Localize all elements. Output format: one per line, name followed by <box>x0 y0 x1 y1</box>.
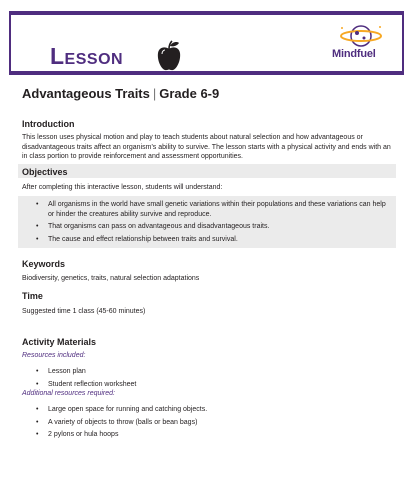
resources-included-label: Resources included: <box>22 352 86 359</box>
objectives-heading: Objectives <box>22 167 68 177</box>
introduction-text: This lesson uses physical motion and play to teach students about natural selection and how advantageous or disadvantageous traits affect an organism's ability to survive. The lesson starts with a physical activity and ends with an in class portion to provide reinforcement and assessment opportunities. <box>22 134 391 160</box>
materials-heading: Activity Materials <box>22 337 97 347</box>
keywords-text: Biodiversity, genetics, traits, natural selection adaptations <box>22 275 200 282</box>
grade-label: Grade 6-9 <box>159 86 220 101</box>
introduction-heading: Introduction <box>22 119 75 129</box>
time-heading: Time <box>22 291 43 301</box>
lesson-heading: Lesson <box>50 43 124 69</box>
time-text: Suggested time 1 class (45-60 minutes) <box>22 308 146 315</box>
mindfuel-logo-text: Mindfuel <box>332 48 376 60</box>
list-item: • A variety of objects to throw (balls or bean bags) <box>36 418 386 428</box>
keywords-heading: Keywords <box>22 259 66 269</box>
list-item: • That organisms can pass on advantageous and disadvantageous traits. <box>36 222 386 232</box>
objectives-heading-band <box>18 164 396 178</box>
list-item: • Student reflection worksheet <box>36 380 386 390</box>
additional-resources-list <box>36 405 386 443</box>
additional-resources-label: Additional resources required: <box>22 390 115 397</box>
objectives-lead: After completing this interactive lesson, students will understand: <box>22 184 223 191</box>
apple-icon <box>155 40 183 72</box>
list-item: • Lesson plan <box>36 367 386 377</box>
list-item: • Large open space for running and catching objects. <box>36 405 386 415</box>
page-title <box>22 86 219 101</box>
list-item: • 2 pylons or hula hoops <box>36 430 386 440</box>
list-item: • The cause and effect relationship between traits and survival. <box>36 235 386 245</box>
title-separator: | <box>152 86 157 101</box>
resources-included-list <box>36 367 386 392</box>
list-item: • All organisms in the world have small genetic variations within their populations and these variations can help or hinder the creatures ability survive and reproduce. <box>36 200 386 219</box>
lesson-title: Advantageous Traits <box>22 86 150 101</box>
objectives-list <box>36 200 386 247</box>
